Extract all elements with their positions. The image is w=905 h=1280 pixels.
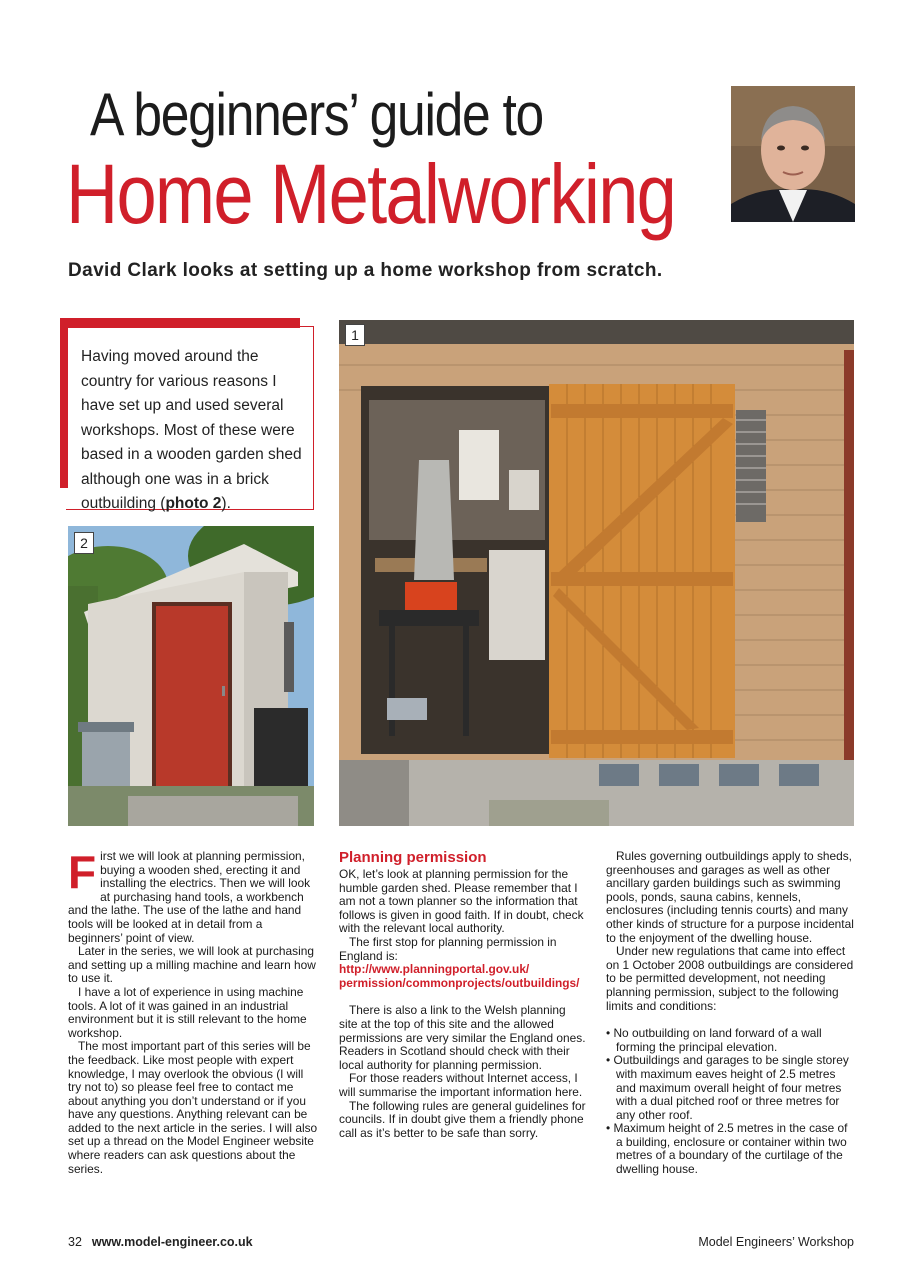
link-line-1[interactable]: http://www.planningportal.gov.uk/	[339, 962, 530, 977]
col2-paragraph-1: OK, let’s look at planning permission for the humble garden shed. Please remember that I am not a town planner so the information that follows is given in good faith. If in doubt, check with the relevant local authority.	[339, 867, 584, 936]
page-number: 32	[68, 1235, 82, 1249]
intro-text-main: Having moved around the country for various reasons I have set up and used several workshops. Most of these were based in a wooden garden shed although one was in a brick outbuilding (	[81, 348, 302, 512]
title-line-1: A beginners’ guide to	[90, 81, 543, 148]
col2-paragraph-3: There is also a link to the Welsh planning site at the top of this site and the allowed permissions are very similar the England ones. Readers in Scotland should check with their local authority for planning permission.	[339, 1003, 586, 1072]
article-column-2	[339, 850, 587, 1140]
list-item: • No outbuilding on land forward of a wall forming the principal elevation.	[606, 1026, 822, 1054]
photo2-number: 2	[74, 532, 94, 554]
intro-top-bar	[60, 318, 300, 328]
magazine-name: Model Engineers’ Workshop	[698, 1235, 854, 1249]
subtitle: David Clark looks at setting up a home workshop from scratch.	[68, 260, 663, 281]
intro-text-end: ).	[221, 495, 231, 512]
photo-brick-outbuilding	[68, 526, 314, 826]
col2-paragraph-4: For those readers without Internet access, I will summarise the important information here.	[339, 1071, 583, 1099]
photo1-number: 1	[345, 324, 365, 346]
col1-paragraph-3: I have a lot of experience in using machine tools. A lot of it was gained in an industrial environment but it is still relevant to the home workshop.	[68, 984, 307, 1040]
col2-paragraph-5: The following rules are general guidelines for councils. If in doubt give them a friendly phone call as it’s better to be safe than sorry.	[339, 1098, 586, 1140]
list-item: • Outbuildings and garages to be single storey with maximum eaves height of 2.5 metres and maximum overall height of four metres with a dual pitched roof or three metres for any other roof.	[606, 1053, 849, 1122]
col1-paragraph-4: The most important part of this series will be the feedback. Like most people with expert knowledge, I may overlook the obvious (I will try not to) so please feel free to contact me about anything you don’t understand or if you have any questions. Anything relevant can be added to the next article in the series. I will also set up a thread on the Model Engineer website where readers can ask questions about the series.	[68, 1039, 318, 1176]
intro-photo-ref: photo 2	[165, 495, 222, 512]
link-line-2[interactable]: permission/commonprojects/outbuildings/	[339, 975, 580, 990]
footer-left	[68, 1235, 253, 1249]
section-heading: Planning permission	[339, 849, 487, 866]
drop-cap: F	[68, 846, 97, 898]
col3-paragraph-2: Under new regulations that came into effect on 1 October 2008 outbuildings are considered to be permitted development, not needing planning permission, subject to the following limits and conditions:	[606, 944, 854, 1013]
article-column-1	[68, 846, 318, 1176]
col2-paragraph-2: The first stop for planning permission in England is:	[339, 934, 557, 963]
conditions-list	[606, 1027, 856, 1177]
col1-paragraph-2: Later in the series, we will look at purchasing and setting up a milling machine and learn how to use it.	[68, 944, 316, 986]
intro-left-bar	[60, 318, 68, 488]
website-url[interactable]: www.model-engineer.co.uk	[91, 1235, 253, 1249]
col3-paragraph-1: Rules governing outbuildings apply to sheds, greenhouses and garages as well as other ancillary garden buildings such as swimming pools, ponds, sauna cabins, kennels, enclosures (including tennis courts) and many other kinds of structure for a purpose incidental to the enjoyment of the dwelling house.	[606, 849, 854, 945]
col1-paragraph-1	[68, 846, 318, 945]
photo-wooden-shed	[339, 320, 854, 826]
col1-p1-text: irst we will look at planning permission, buying a wooden shed, erecting it and installing the electrics. Then we will look at purchasing hand tools, a workbench and the lathe. The use of the lathe and hand tools will be looked at in detail from a beginners’ point of view.	[68, 849, 311, 945]
title-line-2: Home Metalworking	[66, 147, 676, 241]
intro-text	[81, 345, 309, 517]
author-portrait	[731, 86, 855, 222]
article-column-3	[606, 850, 856, 1177]
list-item: • Maximum height of 2.5 metres in the case of a building, enclosure or container within two metres of a boundary of the curtilage of the dwelling house.	[606, 1121, 848, 1177]
planning-portal-link[interactable]	[339, 963, 587, 990]
